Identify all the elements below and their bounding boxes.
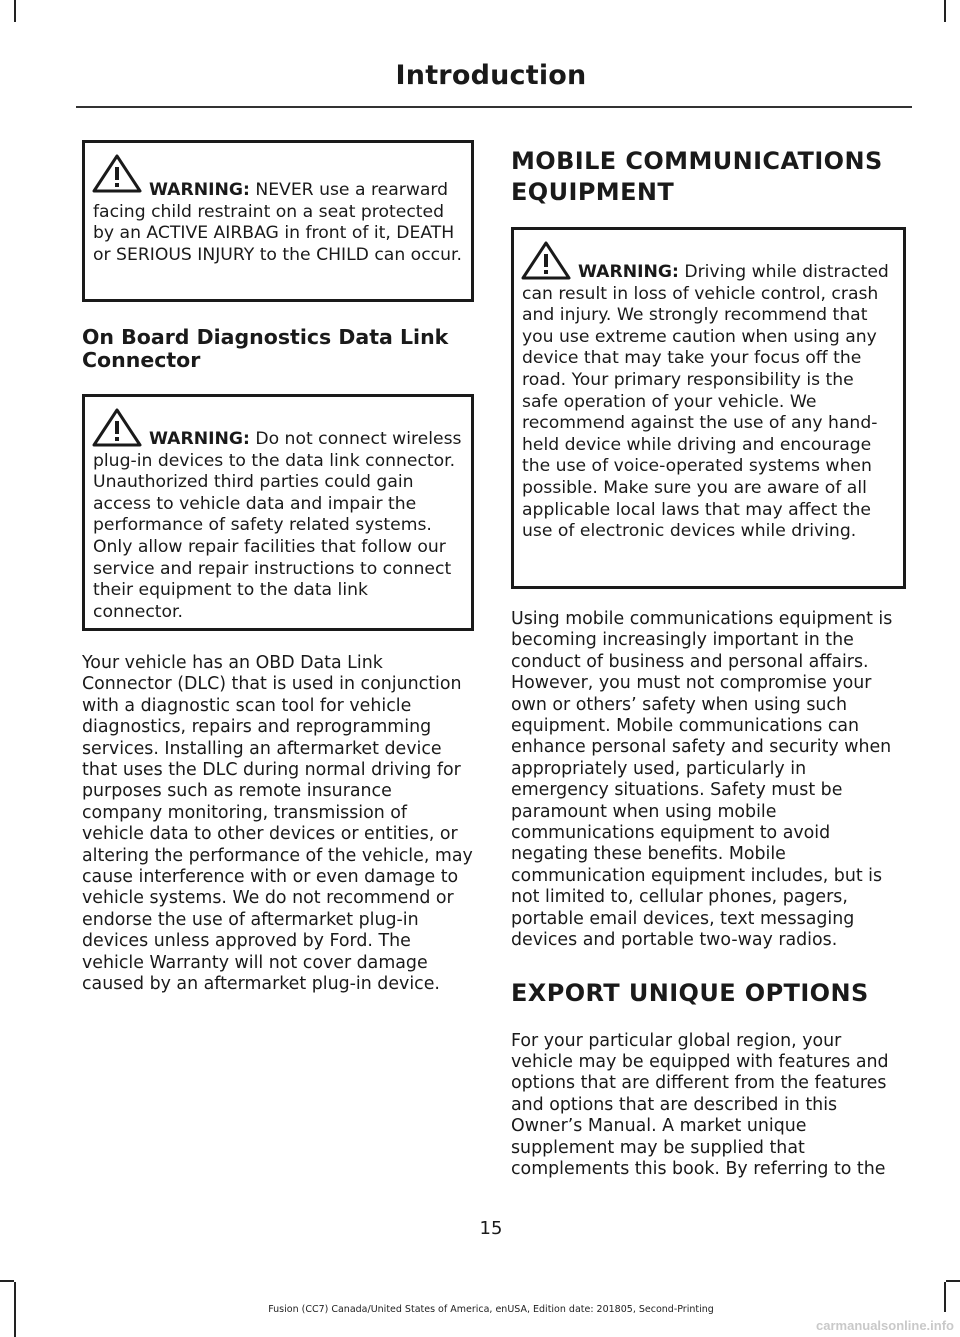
left-column <box>82 140 474 996</box>
crop-mark-bottom-left-h <box>0 1280 14 1282</box>
warning-box-obd <box>82 394 474 631</box>
page-number: 15 <box>479 1218 503 1239</box>
right-column <box>511 146 906 1180</box>
export-paragraph: For your particular global region, your vehicle may be equipped with features and options that are different from the features and options that are described in this Owner’s Manual. A market unique supplement may be supplied that complements this book. By referring to the <box>511 1030 889 1179</box>
warning-box-airbag <box>82 140 474 302</box>
warning-triangle-icon <box>520 240 572 280</box>
warning-triangle-icon <box>91 407 143 447</box>
warning-text <box>522 262 895 543</box>
warning-text <box>93 429 463 623</box>
warning-box-mobile <box>511 227 906 589</box>
warning-label: WARNING: <box>578 262 679 282</box>
crop-mark-top-right <box>944 0 946 22</box>
warning-label: WARNING: <box>149 429 250 449</box>
warning-body: Driving while distracted can result in loss of vehicle control, crash and injury. We strongly recommend that you use extreme caution when using any device that may take your focus off the road. Your primary responsibility is the safe operation of your vehicle. We recommend against the use of any hand-held device while driving and encourage the use of voice-operated systems when possible. Make sure you are aware of all applicable local laws that may affect the use of electronic devices while driving. <box>522 262 889 542</box>
warning-text <box>93 180 463 266</box>
mobile-heading-line-1: MOBILE COMMUNICATIONS <box>511 147 883 175</box>
watermark: carmanualsonline.info <box>816 1318 954 1333</box>
footer-edition: Fusion (CC7) Canada/United States of America, enUSA, Edition date: 201805, Second-Printing <box>268 1304 714 1315</box>
warning-body: NEVER use a rearward facing child restraint on a seat protected by an ACTIVE AIRBAG in front of it, DEATH or SERIOUS INJURY to the CHILD can occur. <box>93 180 462 265</box>
export-heading: EXPORT UNIQUE OPTIONS <box>511 978 869 1007</box>
obd-paragraph: Your vehicle has an OBD Data Link Connector (DLC) that is used in conjunction with a diagnostic scan tool for vehicle diagnostics, repairs and reprogramming services. Installing an aftermarket device that uses the DLC during normal driving for purposes such as remote insurance company monitoring, transmission of vehicle data to other devices or entities, or altering the performance of the vehicle, may cause interference with or even damage to vehicle systems. We do not recommend or endorse the use of aftermarket plug-in devices unless approved by Ford. The vehicle Warranty will not cover damage caused by an aftermarket plug-in device. <box>82 653 473 995</box>
crop-mark-top-left <box>14 0 16 22</box>
mobile-heading-line-2: EQUIPMENT <box>511 178 675 206</box>
obd-heading: On Board Diagnostics Data Link Connector <box>82 325 449 372</box>
mobile-paragraph: Using mobile communications equipment is becoming increasingly important in the conduct of business and personal affairs. However, you must not compromise your own or others’ safety when using such equipment. Mobile communications can enhance personal safety and security when appropriately used, particularly in emergency situations. Safety must be paramount when using mobile communications equipment to avoid negating these benefits. Mobile communication equipment includes, but is not limited to, cellular phones, pagers, portable email devices, text messaging devices and portable two-way radios. <box>511 609 893 951</box>
warning-body: Do not connect wireless plug-in devices to the data link connector. Unauthorized third parties could gain access to vehicle data and impair the performance of safety related systems. Only allow repair facilities that follow our service and repair instructions to connect their equipment to the data link connector. <box>93 429 462 622</box>
section-title: Introduction <box>395 60 587 91</box>
header-divider <box>76 106 912 108</box>
warning-label: WARNING: <box>149 180 250 200</box>
crop-mark-bottom-right-h <box>946 1280 960 1282</box>
warning-triangle-icon <box>91 153 143 193</box>
